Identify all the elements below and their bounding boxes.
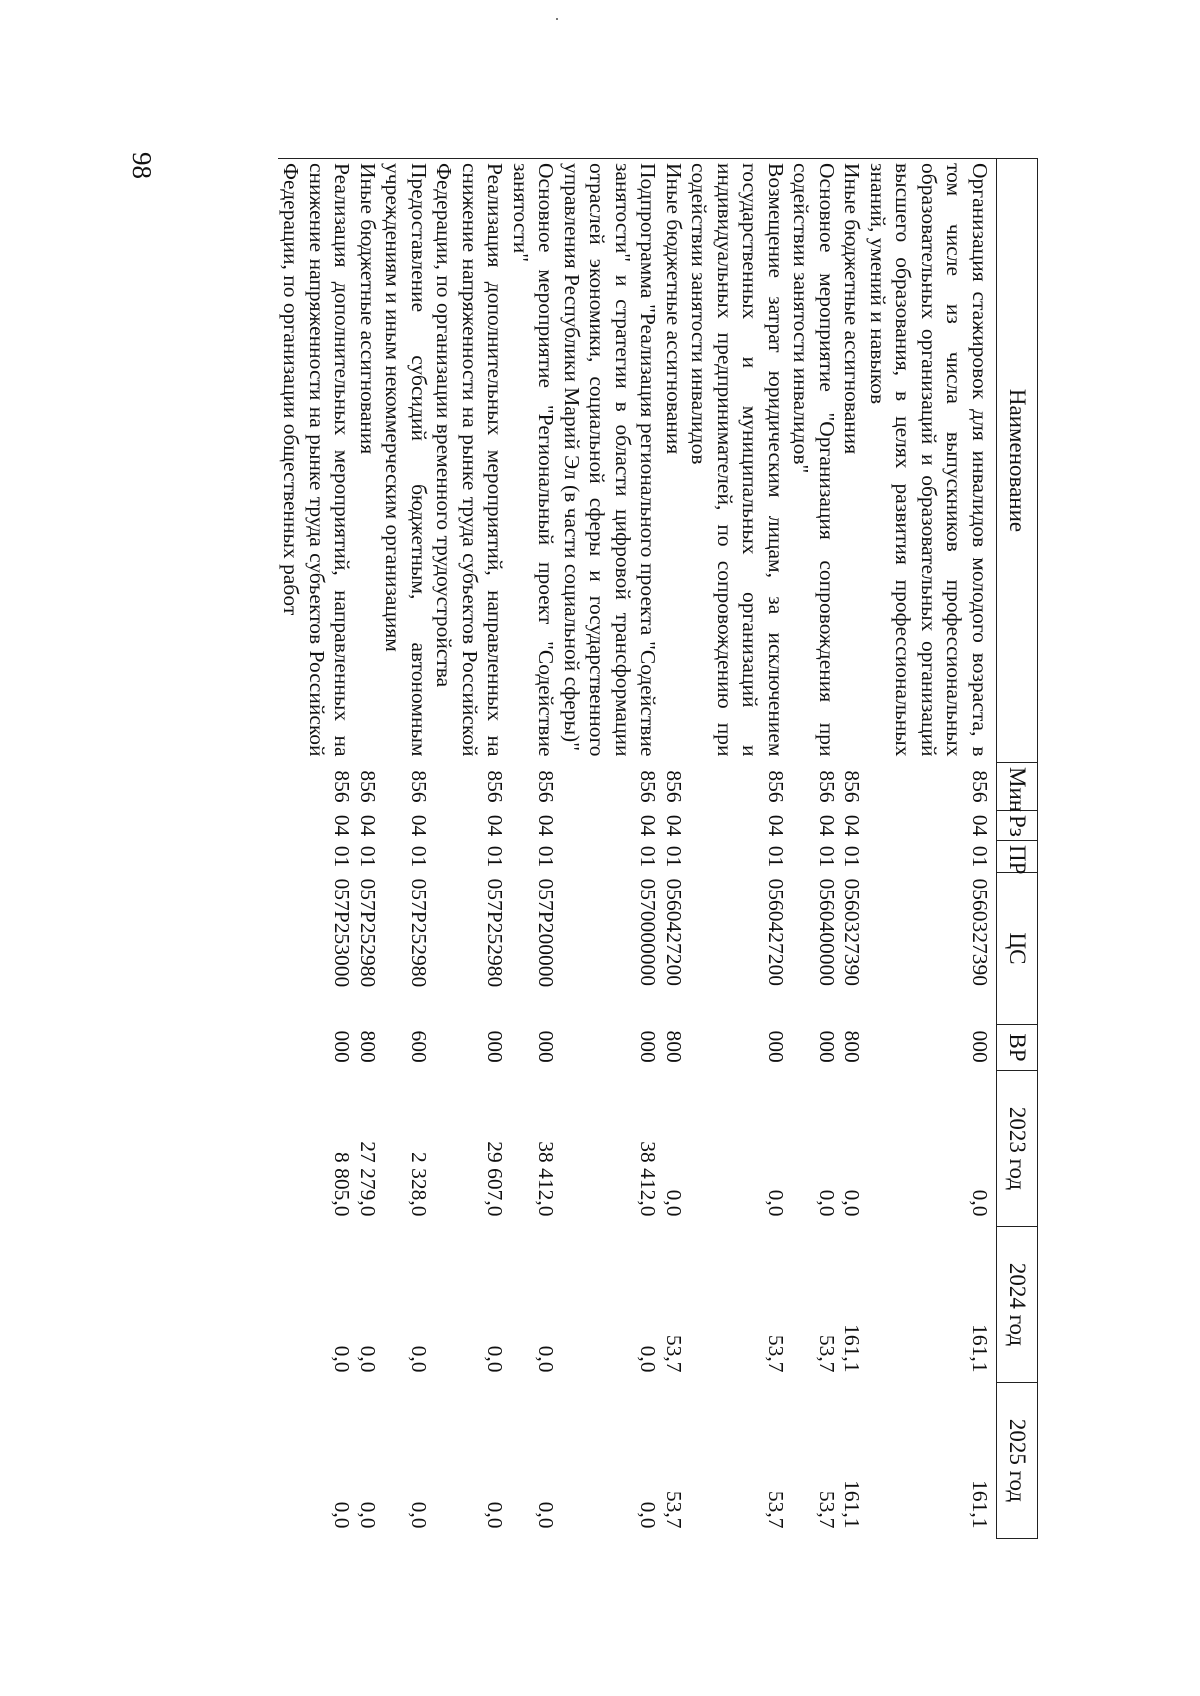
cell-y2023: 2 328,0	[407, 1152, 431, 1217]
cell-y2023: 0,0	[662, 1189, 686, 1217]
rotated-table-container	[208, 158, 1038, 1538]
cell-min: 856	[356, 770, 380, 803]
cell-y2023: 0,0	[815, 1189, 839, 1217]
cell-rz: 04	[356, 814, 380, 837]
cell-y2023: 38 412,0	[534, 1141, 559, 1217]
header-2023: 2023 год	[997, 1071, 1038, 1227]
cell-y2024: 0,0	[636, 1345, 661, 1373]
cell-vr: 000	[534, 1030, 559, 1063]
cell-y2025: 0,0	[330, 1501, 355, 1529]
cell-cs: 057P252980	[483, 878, 508, 988]
cell-min: 856	[815, 770, 839, 803]
cell-cs: 057P252980	[356, 878, 380, 988]
cell-y2023: 27 279,0	[356, 1141, 380, 1217]
cell-vr: 000	[764, 1030, 788, 1063]
cell-cs: 057P200000	[534, 878, 559, 988]
cell-y2024: 0,0	[483, 1345, 508, 1373]
cell-vr: 000	[483, 1030, 508, 1063]
cell-y2023: 0,0	[840, 1189, 865, 1217]
page-number: 98	[127, 152, 157, 179]
cell-y2023: 0,0	[764, 1189, 788, 1217]
cell-y2025: 53,7	[815, 1490, 839, 1529]
header-2024: 2024 год	[997, 1227, 1038, 1383]
cell-y2025: 0,0	[636, 1501, 661, 1529]
cell-y2025: 161,1	[968, 1480, 992, 1529]
cell-rz: 04	[483, 814, 508, 837]
cell-min: 856	[483, 770, 508, 803]
table-row	[865, 159, 997, 1539]
cell-pr: 01	[534, 845, 559, 868]
cell-pr: 01	[662, 845, 686, 868]
cell-name: Организация стажировок для инвалидов молодого возраста, в том числе из числа выпускников профессиональных образовательных организаций и образовательных организаций высшего образования, в целях развития профессиональных знаний, умений и навыков	[865, 159, 997, 763]
cell-name: Реализация дополнительных мероприятий, направленных на снижение напряженности на рынке труда субъектов Российской Федерации, по организации общественных работ	[278, 159, 355, 763]
table-row	[355, 159, 381, 1539]
cell-min: 856	[407, 770, 431, 803]
cell-min: 856	[764, 770, 788, 803]
cell-vr: 800	[840, 1030, 865, 1063]
cell-cs: 0560427200	[662, 878, 686, 986]
cell-y2024: 53,7	[815, 1334, 839, 1373]
cell-rz: 04	[840, 814, 865, 837]
cell-rz: 04	[636, 814, 661, 837]
cell-rz: 04	[662, 814, 686, 837]
cell-y2024: 53,7	[662, 1334, 686, 1373]
cell-cs: 0560327390	[968, 878, 992, 986]
cell-pr: 01	[636, 845, 661, 868]
header-min: Мин	[997, 763, 1038, 811]
header-name: Наименование	[997, 159, 1038, 763]
header-vr: ВР	[997, 1025, 1038, 1071]
header-pr: ПР	[997, 841, 1038, 873]
budget-table	[278, 158, 1038, 1539]
cell-y2024: 161,1	[840, 1324, 865, 1373]
cell-name: Основное мероприятие "Организация сопровождения при содействии занятости инвалидов"	[788, 159, 839, 763]
cell-y2025: 0,0	[534, 1501, 559, 1529]
table-row	[278, 159, 355, 1539]
cell-cs: 057P252980	[407, 878, 431, 988]
cell-y2024: 0,0	[356, 1345, 380, 1373]
cell-vr: 000	[636, 1030, 661, 1063]
cell-cs: 0560427200	[764, 878, 788, 986]
table-row	[661, 159, 687, 1539]
cell-vr: 000	[968, 1030, 992, 1063]
cell-y2023: 29 607,0	[483, 1141, 508, 1217]
cell-y2024: 53,7	[764, 1334, 788, 1373]
cell-y2024: 161,1	[968, 1324, 992, 1373]
cell-cs: 0570000000	[636, 878, 661, 986]
cell-name: Основное мероприятие "Региональный проект "Содействие занятости"	[508, 159, 559, 763]
cell-rz: 04	[764, 814, 788, 837]
table-row	[686, 159, 788, 1539]
cell-rz: 04	[407, 814, 431, 837]
cell-vr: 800	[356, 1030, 380, 1063]
cell-name: Предоставление субсидий бюджетным, автономным учреждениям и иным некоммерческим организациям	[380, 159, 431, 763]
cell-y2025: 0,0	[483, 1501, 508, 1529]
cell-name: Подпрограмма "Реализация регионального проекта "Содействие занятости" и стратегии в области цифровой трансформации отраслей экономики, социальной сферы и государственного управления Республики Марий Эл (в части социальной сферы)"	[559, 159, 661, 763]
table-header-row	[997, 159, 1038, 1539]
cell-rz: 04	[330, 814, 355, 837]
cell-pr: 01	[815, 845, 839, 868]
table-row	[788, 159, 839, 1539]
cell-vr: 600	[407, 1030, 431, 1063]
table-row	[508, 159, 559, 1539]
cell-pr: 01	[968, 845, 992, 868]
cell-pr: 01	[483, 845, 508, 868]
cell-pr: 01	[764, 845, 788, 868]
cell-min: 856	[330, 770, 355, 803]
cell-y2023: 0,0	[968, 1189, 992, 1217]
cell-min: 856	[534, 770, 559, 803]
cell-rz: 04	[534, 814, 559, 837]
cell-pr: 01	[356, 845, 380, 868]
table-row	[839, 159, 865, 1539]
cell-min: 856	[662, 770, 686, 803]
cell-y2025: 0,0	[356, 1501, 380, 1529]
header-cs: ЦС	[997, 873, 1038, 1025]
cell-y2023: 8 805,0	[330, 1152, 355, 1217]
cell-name: Возмещение затрат юридическим лицам, за исключением государственных и муниципальных организаций и индивидуальных предпринимателей, по сопровождению при содействии занятости инвалидов	[686, 159, 788, 763]
cell-vr: 000	[330, 1030, 355, 1063]
cell-y2025: 161,1	[840, 1480, 865, 1529]
cell-pr: 01	[407, 845, 431, 868]
cell-name: Иные бюджетные ассигнования	[661, 159, 687, 763]
scan-speck	[556, 18, 558, 20]
cell-y2023: 38 412,0	[636, 1141, 661, 1217]
cell-vr: 000	[815, 1030, 839, 1063]
cell-min: 856	[968, 770, 992, 803]
cell-name: Иные бюджетные ассигнования	[355, 159, 381, 763]
header-2025: 2025 год	[997, 1383, 1038, 1539]
cell-y2025: 53,7	[662, 1490, 686, 1529]
cell-pr: 01	[330, 845, 355, 868]
cell-vr: 800	[662, 1030, 686, 1063]
cell-min: 856	[840, 770, 865, 803]
cell-y2025: 0,0	[407, 1501, 431, 1529]
cell-cs: 0560400000	[815, 878, 839, 986]
cell-rz: 04	[815, 814, 839, 837]
cell-y2024: 0,0	[407, 1345, 431, 1373]
table-row	[559, 159, 661, 1539]
cell-y2025: 53,7	[764, 1490, 788, 1529]
cell-name: Реализация дополнительных мероприятий, направленных на снижение напряженности на рынке труда субъектов Российской Федерации, по организации временного трудоустройства	[431, 159, 508, 763]
cell-min: 856	[636, 770, 661, 803]
cell-y2024: 0,0	[330, 1345, 355, 1373]
cell-cs: 057P253000	[330, 878, 355, 988]
cell-y2024: 0,0	[534, 1345, 559, 1373]
cell-pr: 01	[840, 845, 865, 868]
cell-name: Иные бюджетные ассигнования	[839, 159, 865, 763]
header-rz: Рз	[997, 811, 1038, 841]
table-row	[431, 159, 508, 1539]
cell-rz: 04	[968, 814, 992, 837]
table-body	[278, 159, 997, 1539]
table-row	[380, 159, 431, 1539]
cell-cs: 0560327390	[840, 878, 865, 986]
